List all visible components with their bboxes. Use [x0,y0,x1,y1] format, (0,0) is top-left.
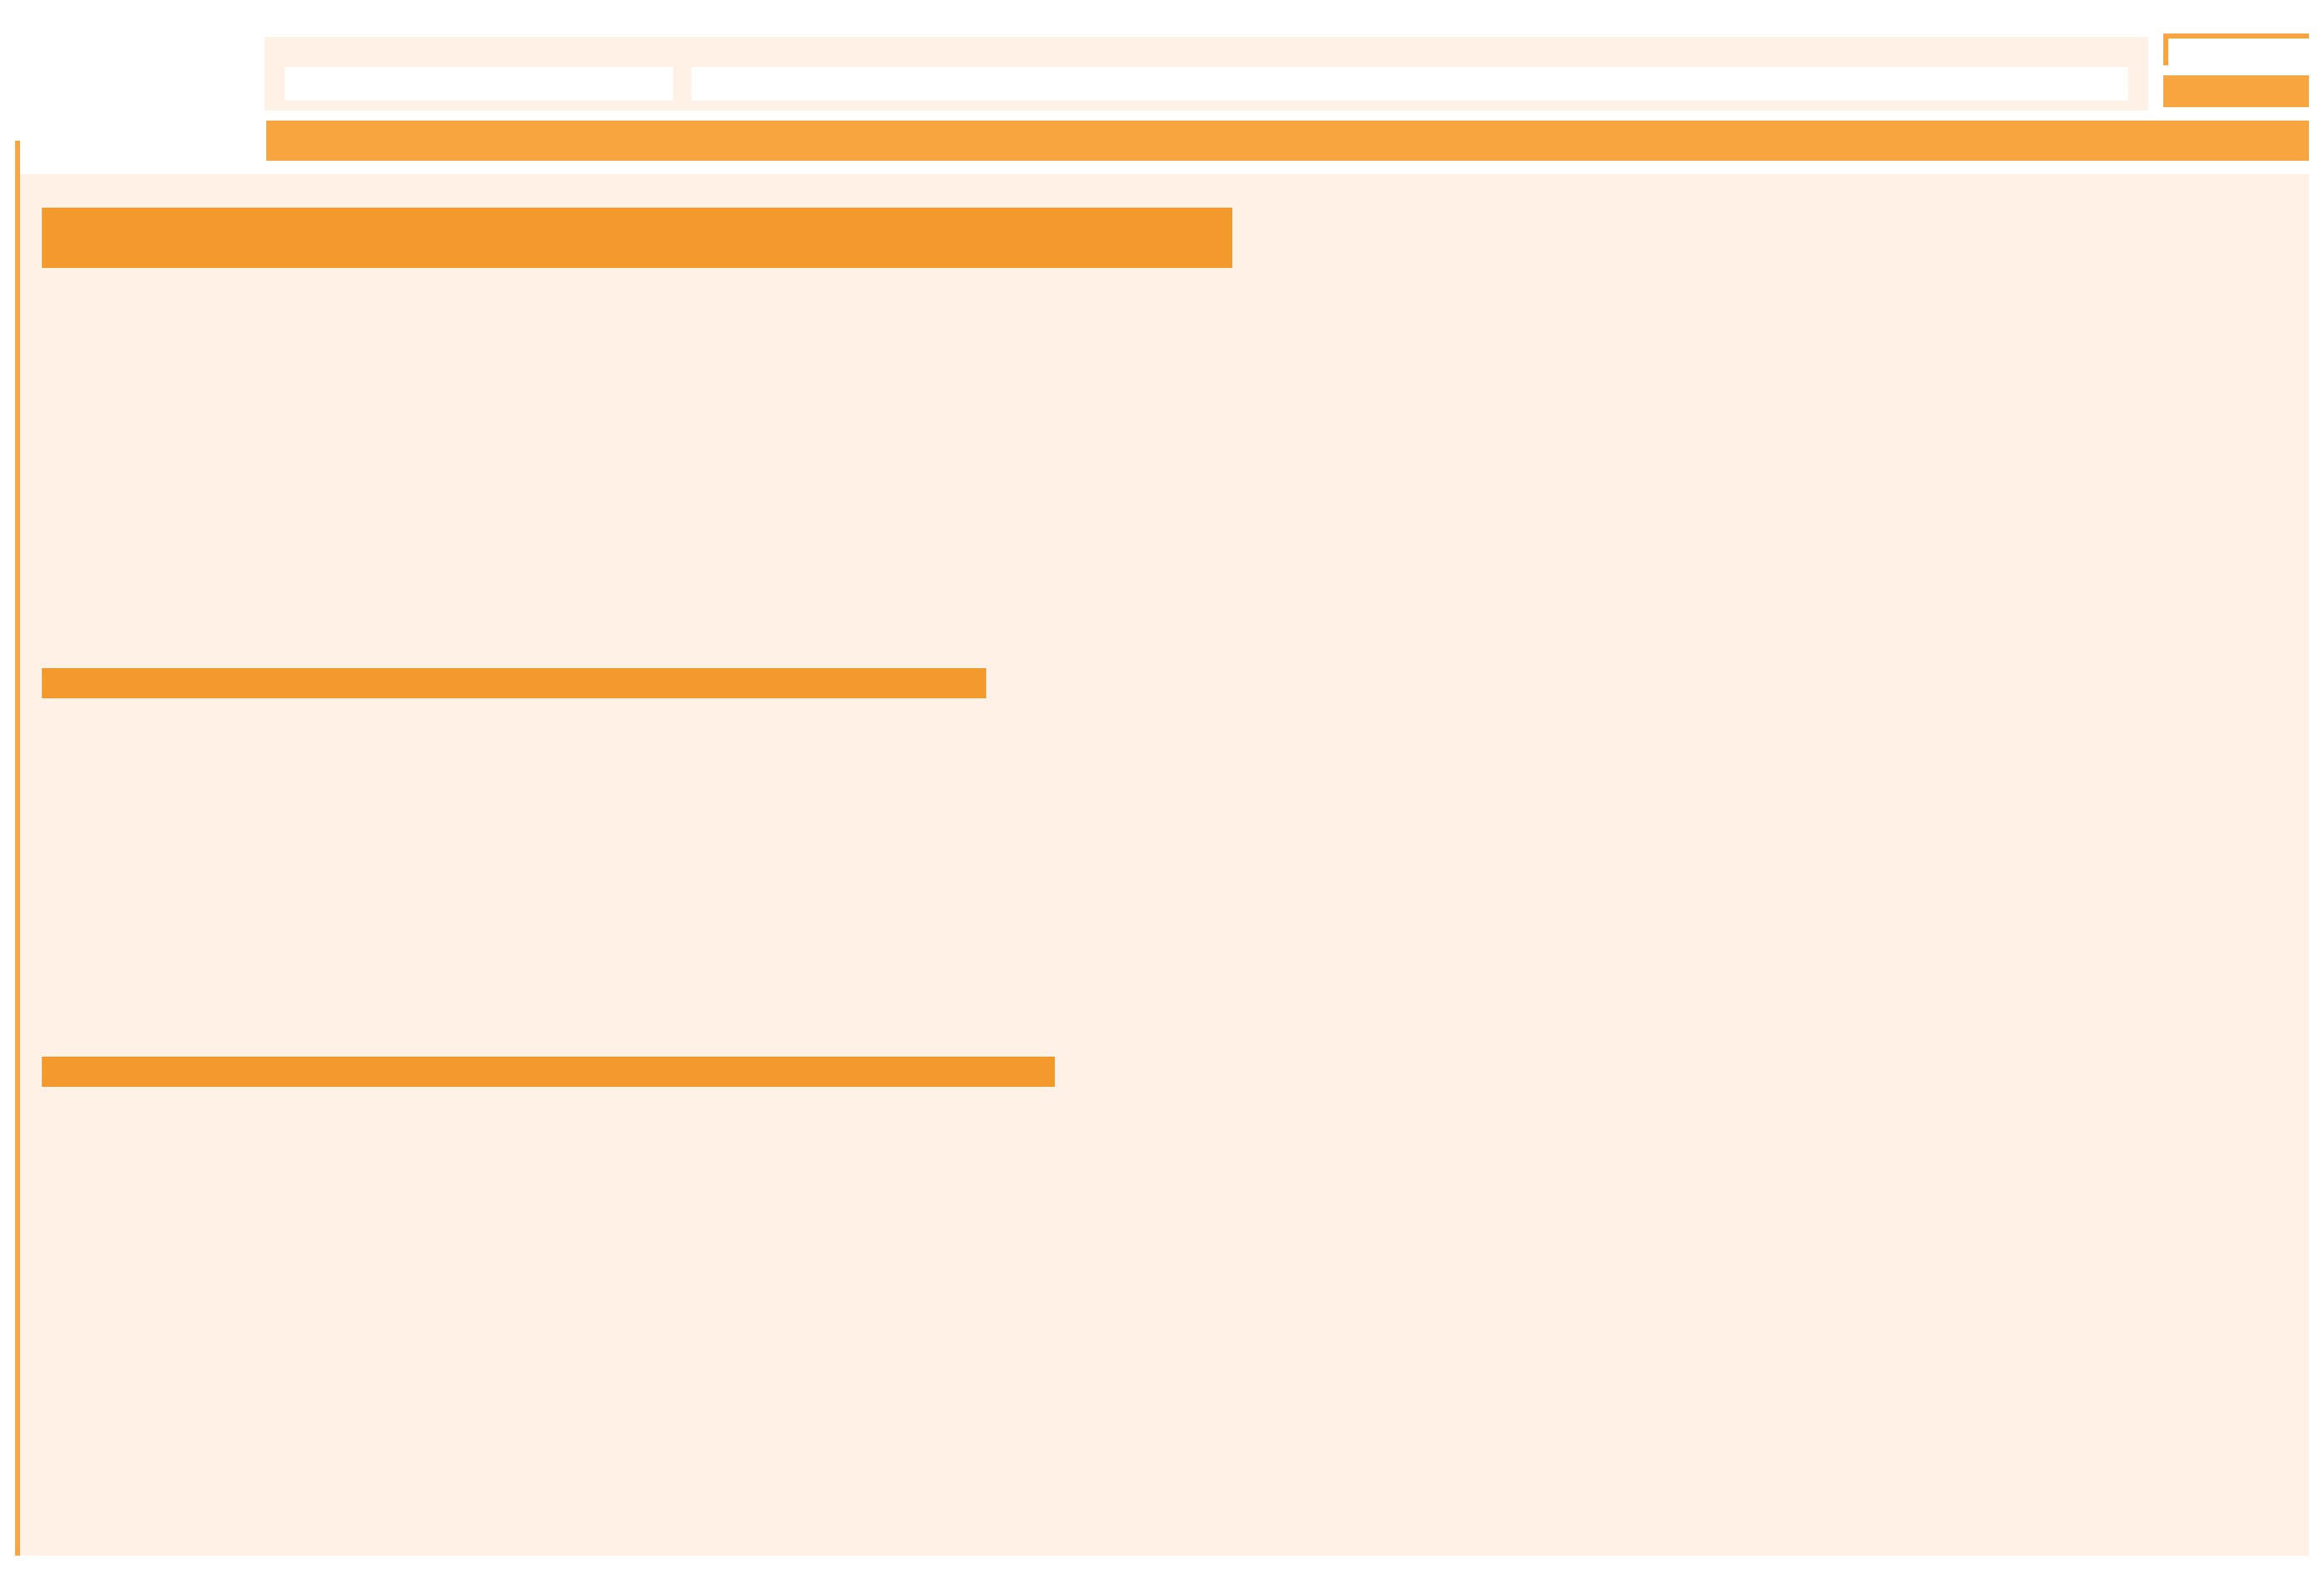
apellidos-input[interactable] [692,67,2128,100]
left-rule [15,141,20,1556]
form-panel [15,174,2309,1556]
page-title [266,121,2309,161]
section2-header [42,668,986,698]
nif-input[interactable] [285,67,673,100]
page-number [2163,75,2309,107]
year-box [2163,33,2309,65]
section1-header [42,208,1232,268]
section3-header [42,1057,1055,1087]
